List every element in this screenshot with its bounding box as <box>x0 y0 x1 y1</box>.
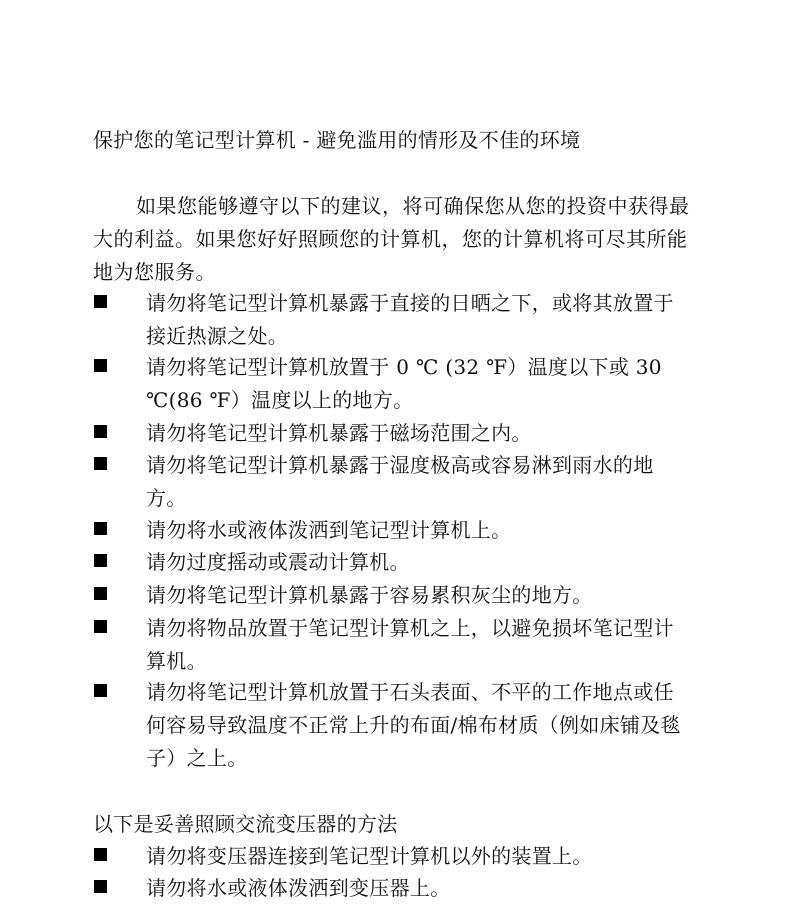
square-bullet-icon <box>94 295 107 308</box>
square-bullet-icon <box>94 359 107 372</box>
list-item-text: 请勿过度摇动或震动计算机。 <box>146 550 410 574</box>
list-item-text: 请勿将水或液体泼洒到变压器上。 <box>146 876 451 900</box>
section-title: 以下是妥善照顾交流变压器的方法 <box>93 812 398 836</box>
list-item-text: 请勿将物品放置于笔记型计算机之上，以避免损坏笔记型计算机。 <box>146 616 674 673</box>
list-item-text: 请勿将笔记型计算机暴露于湿度极高或容易淋到雨水的地方。 <box>146 453 654 510</box>
list-item-text: 请勿将笔记型计算机暴露于磁场范围之内。 <box>146 421 532 445</box>
list-item-text: 请勿将笔记型计算机放置于石头表面、不平的工作地点或任何容易导致温度不正常上升的布面/棉布材质（例如床铺及毯子）之上。 <box>146 680 681 770</box>
square-bullet-icon <box>94 554 107 567</box>
square-bullet-icon <box>94 425 107 438</box>
list-item-text: 请勿将变压器连接到笔记型计算机以外的装置上。 <box>146 844 593 868</box>
square-bullet-icon <box>94 880 107 893</box>
intro-text: 如果您能够遵守以下的建议，将可确保您从您的投资中获得最大的利益。如果您好好照顾您的计算机，您的计算机将可尽其所能地为您服务。 <box>93 194 690 284</box>
square-bullet-icon <box>94 457 107 470</box>
list-item-text: 请勿将笔记型计算机暴露于容易累积灰尘的地方。 <box>146 583 593 607</box>
square-bullet-icon <box>94 620 107 633</box>
square-bullet-icon <box>94 522 107 535</box>
list-item-text: 请勿将笔记型计算机暴露于直接的日晒之下，或将其放置于接近热源之处。 <box>146 291 674 348</box>
intro-paragraph <box>93 190 693 289</box>
square-bullet-icon <box>94 684 107 697</box>
section-title: 保护您的笔记型计算机 - 避免滥用的情形及不佳的环境 <box>93 128 581 152</box>
list-item-text: 请勿将笔记型计算机放置于 0 ℃ (32 ℉）温度以下或 30 ℃(86 ℉）温度以上的地方。 <box>146 355 662 412</box>
square-bullet-icon <box>94 587 107 600</box>
list-item-text: 请勿将水或液体泼洒到笔记型计算机上。 <box>146 518 512 542</box>
square-bullet-icon <box>94 848 107 861</box>
